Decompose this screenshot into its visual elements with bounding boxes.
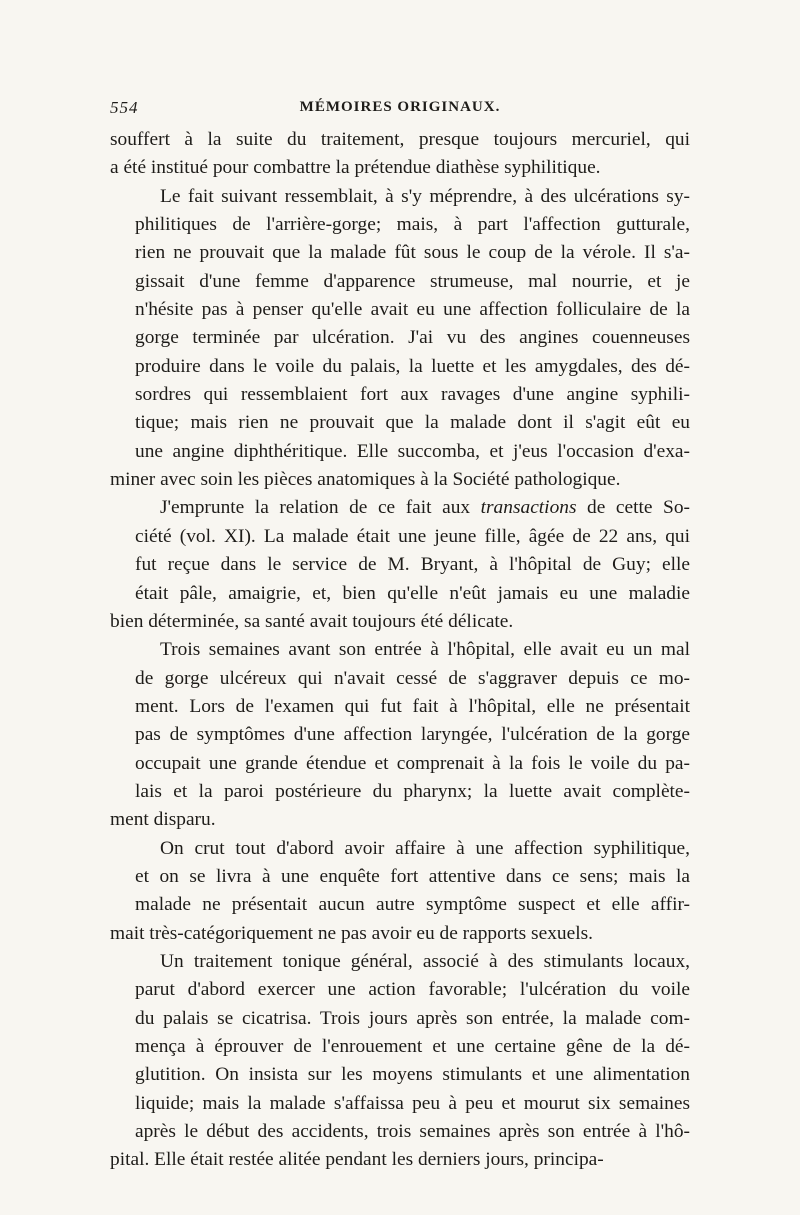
text-line: du palais se cicatrisa. Trois jours après son entrée, la malade com- (135, 1007, 690, 1029)
paragraph (110, 183, 690, 495)
paragraph (110, 636, 690, 834)
text-line: occupait une grande étendue et comprenait à la fois le voile du pa- (135, 752, 690, 774)
text-line: malade ne présentait aucun autre symptôme suspect et elle affir- (135, 894, 690, 916)
text-line: gorge terminée par ulcération. J'ai vu des angines couenneuses (135, 327, 690, 349)
text-line: a été institué pour combattre la prétendue diathèse syphilitique. (110, 157, 601, 179)
paragraph (110, 126, 690, 183)
text-line: pas de symptômes d'une affection laryngée, l'ulcération de la gorge (135, 724, 690, 746)
text-line: sordres qui ressemblaient fort aux ravages d'une angine syphili- (135, 384, 690, 406)
page-header (110, 98, 690, 126)
text-line: philitiques de l'arrière-gorge; mais, à part l'affection gutturale, (135, 214, 690, 236)
text-line: lais et la paroi postérieure du pharynx; la luette avait complète- (135, 780, 690, 802)
paragraph (110, 494, 690, 636)
text-line: pital. Elle était restée alitée pendant les derniers jours, principa- (110, 1149, 604, 1171)
text-line: Le fait suivant ressemblait, à s'y méprendre, à des ulcérations sy- (160, 185, 690, 207)
text-line: bien déterminée, sa santé avait toujours été délicate. (110, 610, 514, 632)
running-head: MÉMOIRES ORIGINAUX. (299, 99, 501, 115)
text-line: ment. Lors de l'examen qui fut fait à l'hôpital, elle ne présentait (135, 695, 690, 717)
text-line: On crut tout d'abord avoir affaire à une affection syphilitique, (160, 837, 690, 859)
text-line: de gorge ulcéreux qui n'avait cessé de s'aggraver depuis ce mo- (135, 667, 690, 689)
paragraph (110, 948, 690, 1175)
text-line: tique; mais rien ne prouvait que la malade dont il s'agit eût eu (135, 412, 690, 434)
text-line: liquide; mais la malade s'affaissa peu à peu et mourut six semaines (135, 1092, 690, 1114)
text-line: Trois semaines avant son entrée à l'hôpital, elle avait eu un mal (160, 639, 690, 661)
text-line: mença à éprouver de l'enrouement et une certaine gêne de la dé- (135, 1036, 690, 1057)
paragraph (110, 835, 690, 948)
page-number: 554 (110, 98, 139, 117)
text-line: gissait d'une femme d'apparence strumeuse, mal nourrie, et je (135, 270, 690, 292)
text-line: après le début des accidents, trois semaines après son entrée à l'hô- (135, 1121, 690, 1143)
text-line: n'hésite pas à penser qu'elle avait eu une affection folliculaire de la (135, 299, 690, 321)
text-line: J'emprunte la relation de ce fait aux transactions de cette So- (160, 497, 690, 519)
text-line: était pâle, amaigrie, et, bien qu'elle n'eût jamais eu une maladie (135, 582, 690, 604)
text-line: Un traitement tonique général, associé à des stimulants locaux, (160, 950, 690, 972)
text-line: parut d'abord exercer une action favorable; l'ulcération du voile (135, 979, 690, 1001)
text-line: et on se livra à une enquête fort attentive dans ce sens; mais la (135, 865, 690, 887)
text-line: mait très-catégoriquement ne pas avoir eu de rapports sexuels. (110, 922, 593, 944)
text-line: fut reçue dans le service de M. Bryant, à l'hôpital de Guy; elle (135, 554, 690, 576)
body-text (110, 126, 690, 1175)
text-line: glutition. On insista sur les moyens stimulants et une alimentation (135, 1064, 690, 1086)
text-line: souffert à la suite du traitement, presque toujours mercuriel, qui (110, 129, 690, 150)
text-line: ment disparu. (110, 809, 216, 831)
text-line: une angine diphthéritique. Elle succomba, et j'eus l'occasion d'exa- (135, 440, 690, 462)
text-line: miner avec soin les pièces anatomiques à la Société pathologique. (110, 469, 621, 491)
text-line: rien ne prouvait que la malade fût sous le coup de la vérole. Il s'a- (135, 242, 690, 264)
document-page (110, 98, 690, 1175)
text-line: ciété (vol. XI). La malade était une jeune fille, âgée de 22 ans, qui (135, 525, 690, 547)
text-line: produire dans le voile du palais, la luette et les amygdales, des dé- (135, 355, 690, 377)
